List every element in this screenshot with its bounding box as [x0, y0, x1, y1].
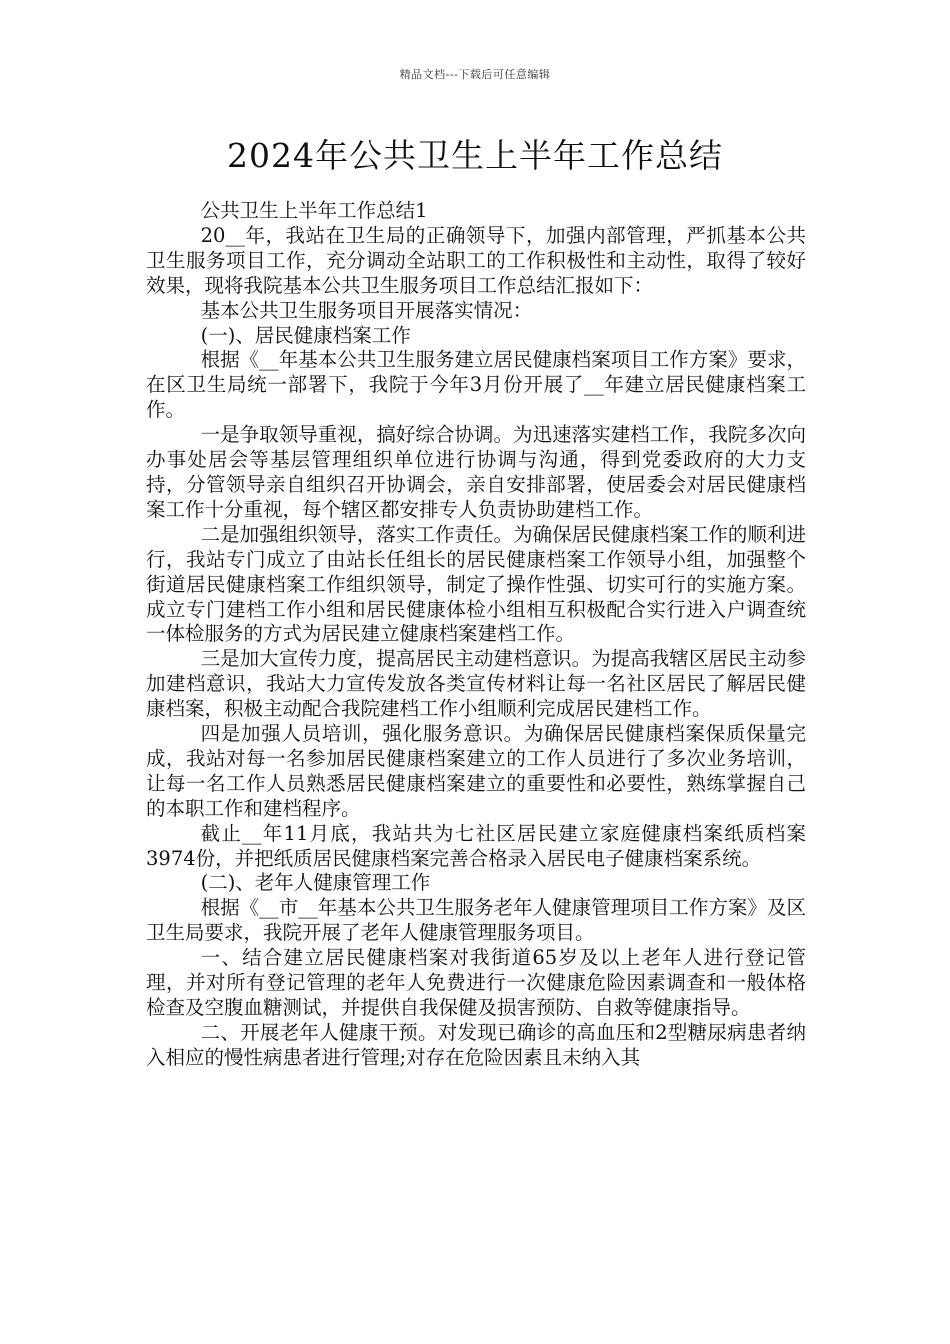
subsection-heading: (二)、老年人健康管理工作: [200, 871, 431, 895]
paragraph: 根据《__市__年基本公共卫生服务老年人健康管理项目工作方案》及区卫生局要求，我院开展了老年人健康管理服务项目。: [146, 896, 806, 945]
document-title: 2024年公共卫生上半年工作总结: [227, 136, 723, 175]
paragraph: 一是争取领导重视，搞好综合协调。为迅速落实建档工作，我院多次向办事处居会等基层管理组织单位进行协调与沟通，得到党委政府的大力支持，分管领导亲自组织召开协调会，亲自安排部署，使居委会对居民健康档案工作十分重视，每个辖区都安排专人负责协助建档工作。: [146, 423, 806, 521]
paragraph: 二、开展老年人健康干预。对发现已确诊的高血压和2型糖尿病患者纳入相应的慢性病患者进行管理;对存在危险因素且未纳入其: [146, 1020, 806, 1069]
paragraph: 基本公共卫生服务项目开展落实情况：: [200, 298, 533, 322]
header-note: 精品文档---下载后可任意编辑: [399, 68, 551, 81]
section-heading: 公共卫生上半年工作总结1: [200, 199, 428, 222]
document-body: [146, 199, 806, 1071]
paragraph: 二是加强组织领导，落实工作责任。为确保居民健康档案工作的顺利进行，我站专门成立了由站长任组长的居民健康档案工作领导小组，加强整个街道居民健康档案工作组织领导，制定了操作性强、切实可行的实施方案。成立专门建档工作小组和居民健康体检小组相互积极配合实行进入户调查统一体检服务的方式为居民建立健康档案建档工作。: [146, 522, 806, 646]
paragraph: 20__年，我站在卫生局的正确领导下，加强内部管理，严抓基本公共卫生服务项目工作，充分调动全站职工的工作积极性和主动性，取得了较好效果，现将我院基本公共卫生服务项目工作总结汇报如下：: [146, 223, 806, 297]
paragraph: 一、结合建立居民健康档案对我街道65岁及以上老年人进行登记管理，并对所有登记管理的老年人免费进行一次健康危险因素调查和一般体格检查及空腹血糖测试，并提供自我保健及损害预防、自救等健康指导。: [146, 946, 806, 1019]
paragraph: 截止__年11月底，我站共为七社区居民建立家庭健康档案纸质档案3974份，并把纸质居民健康档案完善合格录入居民电子健康档案系统。: [146, 821, 806, 870]
paragraph: 根据《__年基本公共卫生服务建立居民健康档案项目工作方案》要求，在区卫生局统一部署下，我院于今年3月份开展了__年建立居民健康档案工作。: [146, 348, 806, 422]
subsection-heading: (一)、居民健康档案工作: [200, 323, 411, 347]
paragraph: 四是加强人员培训，强化服务意识。为确保居民健康档案保质保量完成，我站对每一名参加居民健康档案建立的工作人员进行了多次业务培训，让每一名工作人员熟悉居民健康档案建立的重要性和必要性，熟练掌握自己的本职工作和建档程序。: [146, 722, 806, 820]
paragraph: 三是加大宣传力度，提高居民主动建档意识。为提高我辖区居民主动参加建档意识，我站大力宣传发放各类宣传材料让每一名社区居民了解居民健康档案，积极主动配合我院建档工作小组顺利完成居民建档工作。: [146, 647, 806, 721]
